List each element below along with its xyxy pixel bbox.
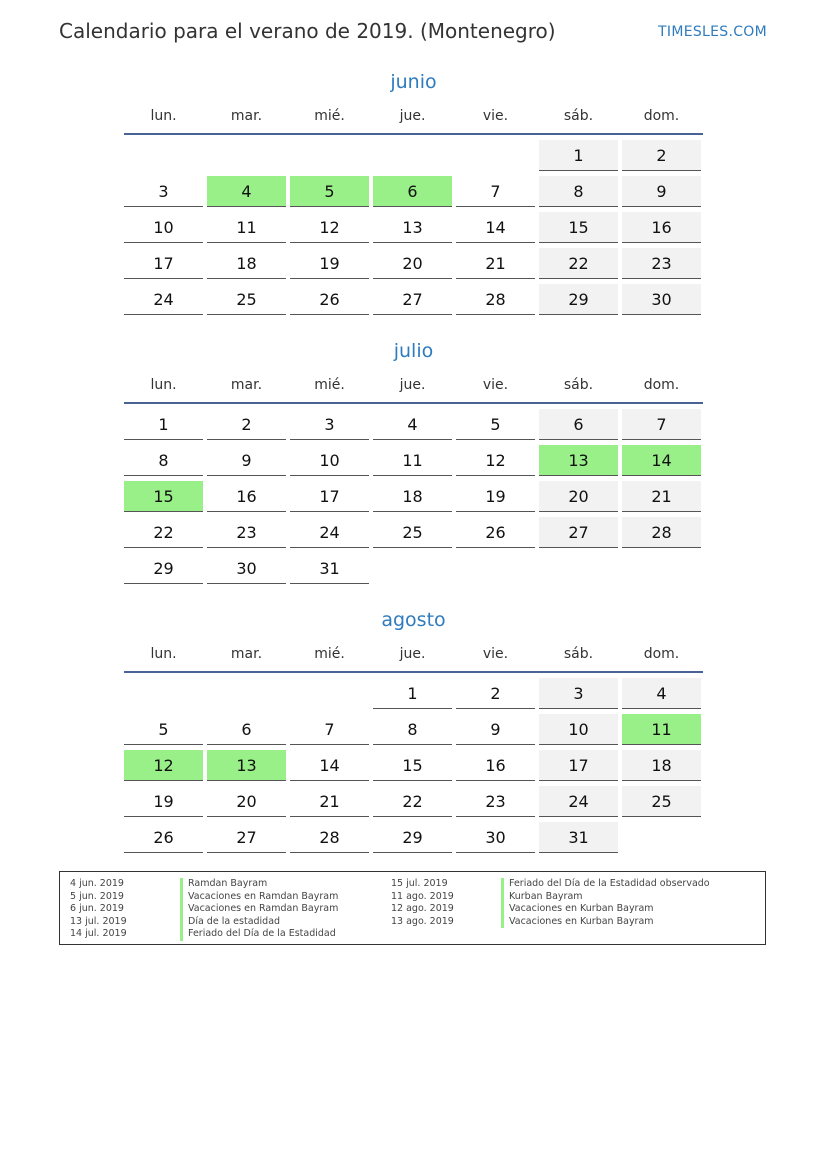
day-cell: 2 xyxy=(456,678,535,709)
day-cell: 8 xyxy=(539,176,618,207)
empty-day-cell xyxy=(290,678,369,709)
weekday-label: sáb. xyxy=(563,108,594,124)
empty-day-cell xyxy=(124,140,203,171)
legend-row xyxy=(70,891,338,904)
empty-day-cell xyxy=(290,140,369,171)
day-cell: 10 xyxy=(124,212,203,243)
weekday-label: mar. xyxy=(230,108,263,124)
day-cell: 5 xyxy=(456,409,535,440)
day-cell: 25 xyxy=(207,284,286,315)
legend-row xyxy=(70,878,338,891)
day-cell: 22 xyxy=(124,517,203,548)
week-row xyxy=(124,786,703,817)
weekday-label: vie. xyxy=(482,108,509,124)
day-cell: 22 xyxy=(539,248,618,279)
weekday-label: mié. xyxy=(314,108,345,124)
week-row xyxy=(124,822,703,853)
weekday-header xyxy=(124,99,703,135)
day-cell: 21 xyxy=(456,248,535,279)
weekday-header xyxy=(124,637,703,673)
day-cell: 18 xyxy=(622,750,701,781)
day-cell: 28 xyxy=(456,284,535,315)
weekday-label: dom. xyxy=(643,377,680,393)
day-cell: 10 xyxy=(539,714,618,745)
holiday-legend xyxy=(59,871,766,945)
day-cell: 4 xyxy=(373,409,452,440)
day-cell: 20 xyxy=(373,248,452,279)
day-cell: 21 xyxy=(622,481,701,512)
month-title: junio xyxy=(390,71,437,93)
day-cell: 11 xyxy=(622,714,701,745)
month-title: julio xyxy=(393,340,434,362)
day-cell: 7 xyxy=(290,714,369,745)
day-cell: 16 xyxy=(456,750,535,781)
day-cell: 17 xyxy=(290,481,369,512)
day-cell: 13 xyxy=(373,212,452,243)
day-cell: 9 xyxy=(456,714,535,745)
empty-day-cell xyxy=(207,140,286,171)
weekday-label: sáb. xyxy=(563,646,594,662)
week-row xyxy=(124,714,703,745)
day-cell: 18 xyxy=(207,248,286,279)
week-row xyxy=(124,212,703,243)
month-junio xyxy=(124,65,703,320)
day-cell: 31 xyxy=(539,822,618,853)
day-cell: 23 xyxy=(207,517,286,548)
empty-day-cell xyxy=(622,822,701,853)
day-cell: 27 xyxy=(373,284,452,315)
legend-holiday-name: Kurban Bayram xyxy=(501,891,583,904)
day-cell: 23 xyxy=(456,786,535,817)
empty-day-cell xyxy=(456,553,535,584)
day-cell: 8 xyxy=(373,714,452,745)
weekday-label: lun. xyxy=(150,377,177,393)
legend-date: 13 jul. 2019 xyxy=(70,915,127,927)
day-cell: 16 xyxy=(207,481,286,512)
day-cell: 24 xyxy=(539,786,618,817)
day-cell: 20 xyxy=(207,786,286,817)
weekday-label: vie. xyxy=(482,646,509,662)
day-cell: 19 xyxy=(290,248,369,279)
day-cell: 16 xyxy=(622,212,701,243)
weekday-label: mié. xyxy=(314,377,345,393)
day-cell: 25 xyxy=(622,786,701,817)
weekday-label: mar. xyxy=(230,646,263,662)
day-cell: 7 xyxy=(456,176,535,207)
day-cell: 1 xyxy=(124,409,203,440)
day-cell: 19 xyxy=(124,786,203,817)
day-cell: 29 xyxy=(124,553,203,584)
legend-row xyxy=(70,903,338,916)
week-row xyxy=(124,678,703,709)
legend-holiday-name: Ramdan Bayram xyxy=(180,878,267,891)
day-cell: 14 xyxy=(622,445,701,476)
day-cell: 13 xyxy=(207,750,286,781)
brand-logo-text[interactable]: TIMESLES.COM xyxy=(658,24,767,40)
day-cell: 6 xyxy=(207,714,286,745)
weekday-label: dom. xyxy=(643,646,680,662)
day-cell: 30 xyxy=(456,822,535,853)
day-cell: 19 xyxy=(456,481,535,512)
weekday-label: sáb. xyxy=(563,377,594,393)
day-cell: 4 xyxy=(207,176,286,207)
day-cell: 4 xyxy=(622,678,701,709)
legend-row xyxy=(391,916,710,929)
day-cell: 29 xyxy=(539,284,618,315)
legend-row xyxy=(391,878,710,891)
empty-day-cell xyxy=(622,553,701,584)
day-cell: 1 xyxy=(373,678,452,709)
day-cell: 12 xyxy=(456,445,535,476)
weekday-header xyxy=(124,368,703,404)
legend-holiday-name: Vacaciones en Ramdan Bayram xyxy=(180,891,338,904)
weekday-label: jue. xyxy=(399,108,426,124)
legend-holiday-name: Feriado del Día de la Estadidad observado xyxy=(501,878,710,891)
day-cell: 17 xyxy=(124,248,203,279)
day-cell: 26 xyxy=(124,822,203,853)
weekday-label: lun. xyxy=(150,108,177,124)
day-cell: 27 xyxy=(539,517,618,548)
legend-holiday-name: Día de la estadidad xyxy=(180,916,280,929)
legend-date: 13 ago. 2019 xyxy=(391,915,454,927)
empty-day-cell xyxy=(539,553,618,584)
day-cell: 17 xyxy=(539,750,618,781)
day-cell: 9 xyxy=(207,445,286,476)
day-cell: 14 xyxy=(456,212,535,243)
day-cell: 9 xyxy=(622,176,701,207)
empty-day-cell xyxy=(373,140,452,171)
day-cell: 25 xyxy=(373,517,452,548)
page-title: Calendario para el verano de 2019. (Montenegro) xyxy=(59,19,556,43)
day-cell: 22 xyxy=(373,786,452,817)
day-cell: 3 xyxy=(124,176,203,207)
day-cell: 14 xyxy=(290,750,369,781)
day-cell: 31 xyxy=(290,553,369,584)
day-cell: 6 xyxy=(373,176,452,207)
day-cell: 11 xyxy=(207,212,286,243)
legend-date: 15 jul. 2019 xyxy=(391,878,448,889)
day-cell: 12 xyxy=(290,212,369,243)
day-cell: 11 xyxy=(373,445,452,476)
week-row xyxy=(124,284,703,315)
month-title: agosto xyxy=(381,609,446,631)
day-cell: 26 xyxy=(456,517,535,548)
day-cell: 27 xyxy=(207,822,286,853)
legend-date: 4 jun. 2019 xyxy=(70,878,124,889)
day-cell: 15 xyxy=(539,212,618,243)
week-row xyxy=(124,750,703,781)
legend-row xyxy=(70,928,338,941)
day-cell: 24 xyxy=(290,517,369,548)
legend-date: 6 jun. 2019 xyxy=(70,903,124,915)
legend-holiday-name: Vacaciones en Ramdan Bayram xyxy=(180,903,338,916)
legend-row xyxy=(391,891,710,904)
month-julio xyxy=(124,334,703,589)
day-cell: 12 xyxy=(124,750,203,781)
week-row xyxy=(124,140,703,171)
day-cell: 20 xyxy=(539,481,618,512)
legend-holiday-name: Vacaciones en Kurban Bayram xyxy=(501,916,654,929)
day-cell: 26 xyxy=(290,284,369,315)
legend-date: 11 ago. 2019 xyxy=(391,890,454,902)
day-cell: 18 xyxy=(373,481,452,512)
day-cell: 5 xyxy=(124,714,203,745)
day-cell: 10 xyxy=(290,445,369,476)
day-cell: 2 xyxy=(207,409,286,440)
legend-holiday-name: Feriado del Día de la Estadidad xyxy=(180,928,336,941)
day-cell: 15 xyxy=(373,750,452,781)
empty-day-cell xyxy=(124,678,203,709)
week-row xyxy=(124,409,703,440)
day-cell: 30 xyxy=(207,553,286,584)
week-row xyxy=(124,176,703,207)
day-cell: 24 xyxy=(124,284,203,315)
empty-day-cell xyxy=(207,678,286,709)
day-cell: 30 xyxy=(622,284,701,315)
weekday-label: jue. xyxy=(399,646,426,662)
day-cell: 28 xyxy=(290,822,369,853)
day-cell: 1 xyxy=(539,140,618,171)
day-cell: 15 xyxy=(124,481,203,512)
weekday-label: jue. xyxy=(399,377,426,393)
week-row xyxy=(124,248,703,279)
weekday-label: mar. xyxy=(230,377,263,393)
week-row xyxy=(124,481,703,512)
weekday-label: vie. xyxy=(482,377,509,393)
day-cell: 21 xyxy=(290,786,369,817)
day-cell: 6 xyxy=(539,409,618,440)
day-cell: 8 xyxy=(124,445,203,476)
legend-holiday-name: Vacaciones en Kurban Bayram xyxy=(501,903,654,916)
weekday-label: lun. xyxy=(150,646,177,662)
day-cell: 23 xyxy=(622,248,701,279)
day-cell: 29 xyxy=(373,822,452,853)
day-cell: 28 xyxy=(622,517,701,548)
empty-day-cell xyxy=(373,553,452,584)
day-cell: 3 xyxy=(539,678,618,709)
week-row xyxy=(124,445,703,476)
day-cell: 13 xyxy=(539,445,618,476)
day-cell: 3 xyxy=(290,409,369,440)
day-cell: 5 xyxy=(290,176,369,207)
legend-row xyxy=(70,916,338,929)
weekday-label: dom. xyxy=(643,108,680,124)
legend-date: 12 ago. 2019 xyxy=(391,903,454,915)
week-row xyxy=(124,553,703,584)
empty-day-cell xyxy=(456,140,535,171)
legend-date: 14 jul. 2019 xyxy=(70,928,127,940)
legend-date: 5 jun. 2019 xyxy=(70,890,124,902)
day-cell: 7 xyxy=(622,409,701,440)
day-cell: 2 xyxy=(622,140,701,171)
week-row xyxy=(124,517,703,548)
weekday-label: mié. xyxy=(314,646,345,662)
legend-row xyxy=(391,903,710,916)
month-agosto xyxy=(124,603,703,858)
